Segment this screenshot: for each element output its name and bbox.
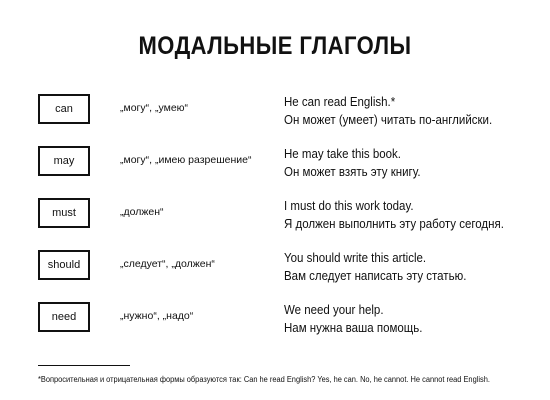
modal-row-can xyxy=(0,94,550,144)
verb-box-may: may xyxy=(38,146,90,176)
modal-row-need xyxy=(0,302,550,352)
russian-translation-can: Он может (умеет) читать по-английски. xyxy=(284,113,493,127)
russian-translation-should: Вам следует написать эту статью. xyxy=(284,269,467,283)
verb-box-must: must xyxy=(38,198,90,228)
verb-box-should: should xyxy=(38,250,90,280)
russian-translation-need: Нам нужна ваша помощь. xyxy=(284,321,423,335)
footnote-divider xyxy=(38,365,130,366)
modal-row-may xyxy=(0,146,550,196)
english-example-may: He may take this book. xyxy=(284,147,401,161)
english-example-should: You should write this article. xyxy=(284,251,427,265)
verb-box-can: can xyxy=(38,94,90,124)
page-title: МОДАЛЬНЫЕ ГЛАГОЛЫ xyxy=(138,32,412,60)
verb-meaning-should: „следует“, „должен“ xyxy=(120,258,215,270)
english-example-can: He can read English.* xyxy=(284,95,396,109)
english-example-need: We need your help. xyxy=(284,303,384,317)
verb-meaning-can: „могу“, „умею“ xyxy=(120,102,189,114)
modal-row-must xyxy=(0,198,550,248)
english-example-must: I must do this work today. xyxy=(284,199,414,213)
verb-meaning-need: „нужно“, „надо“ xyxy=(120,310,194,322)
footnote: *Вопросительная и отрицательная формы образуются так: Can he read English? Yes, he can. No, he cannot. He cannot read English. xyxy=(38,375,490,384)
russian-translation-must: Я должен выполнить эту работу сегодня. xyxy=(284,217,504,231)
verb-meaning-must: „должен“ xyxy=(120,206,164,218)
verb-meaning-may: „могу“, „имею разрешение“ xyxy=(120,154,252,166)
modal-row-should xyxy=(0,250,550,300)
verb-box-need: need xyxy=(38,302,90,332)
russian-translation-may: Он может взять эту книгу. xyxy=(284,165,421,179)
